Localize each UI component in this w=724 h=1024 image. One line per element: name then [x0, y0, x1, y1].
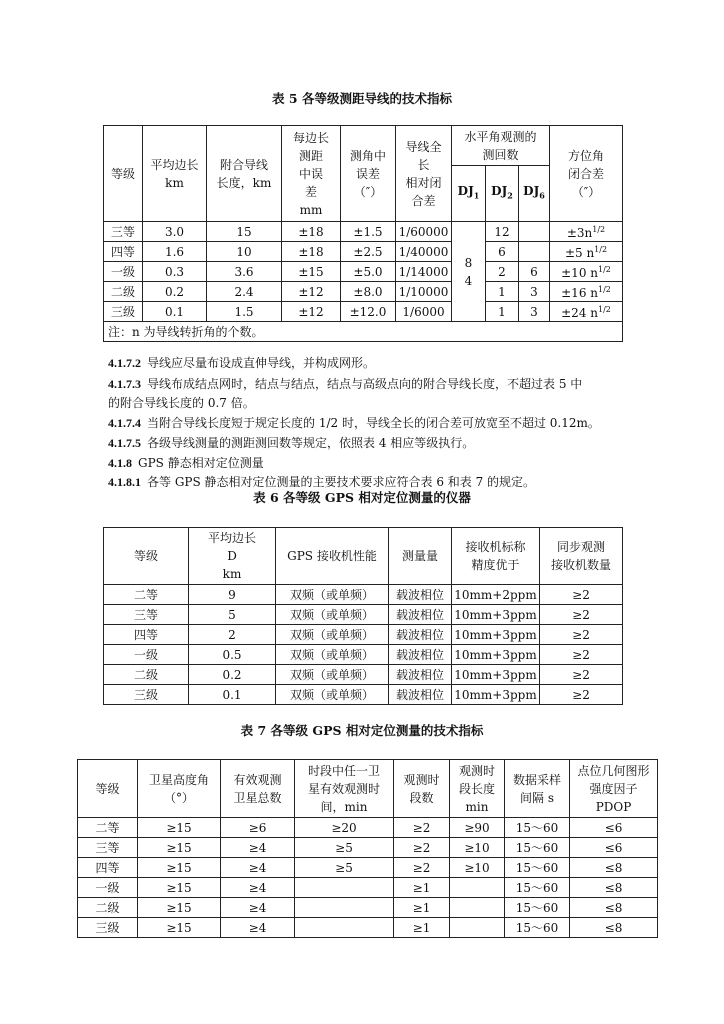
t5-note: 注：n 为导线转折角的个数。	[104, 322, 623, 342]
t5-header-attach-length: 附合导线 长度，km	[207, 126, 282, 222]
table5	[103, 125, 623, 342]
t5-cell-ranging-error: ±12	[282, 302, 341, 322]
clause-line	[108, 474, 535, 490]
t7-cell-period-satellite-time	[295, 918, 394, 938]
t6-cell-avg-side: 0.2	[189, 665, 276, 685]
table-row	[78, 858, 658, 878]
t5-cell-avg-side: 3.0	[143, 222, 207, 242]
table-row	[104, 302, 623, 322]
t7-cell-period-length: ≥10	[450, 858, 505, 878]
t7-header-elevation: 卫星高度角 （°）	[138, 760, 221, 818]
t5-header-dj2: $DJ_2$	[486, 166, 519, 222]
t7-cell-elevation: ≥15	[138, 858, 221, 878]
t5-cell-avg-side: 0.1	[143, 302, 207, 322]
table6	[103, 527, 623, 705]
t5-header-grade: 等级	[104, 126, 143, 222]
t6-cell-grade: 一级	[104, 645, 189, 665]
t5-cell-closure: 1/14000	[396, 262, 452, 282]
t6-cell-grade: 二等	[104, 585, 189, 605]
t7-cell-satellites: ≥4	[221, 838, 295, 858]
clause-text: 各级导线测量的测距测回数等规定，依照表 4 相应等级执行。	[147, 436, 475, 450]
t7-cell-grade: 四等	[78, 858, 138, 878]
t7-cell-period-satellite-time: ≥5	[295, 838, 394, 858]
t7-cell-period-length	[450, 918, 505, 938]
t5-cell-ranging-error: ±15	[282, 262, 341, 282]
table-row	[78, 898, 658, 918]
table-row	[78, 918, 658, 938]
clause-number: 4.1.7.2	[108, 356, 141, 370]
t7-cell-grade: 三级	[78, 918, 138, 938]
table7-caption: 表 7 各等级 GPS 相对定位测量的技术指标	[240, 723, 484, 738]
t7-cell-period-length: ≥10	[450, 838, 505, 858]
t7-header-grade: 等级	[78, 760, 138, 818]
t7-cell-sampling-interval: 15～60	[505, 818, 570, 838]
t7-header-period-length: 观测时 段长度 min	[450, 760, 505, 818]
t6-cell-grade: 四等	[104, 625, 189, 645]
table-row	[78, 838, 658, 858]
t5-cell-closure: 1/60000	[396, 222, 452, 242]
t7-cell-period-satellite-time	[295, 878, 394, 898]
table-row	[104, 262, 623, 282]
t6-cell-grade: 二级	[104, 665, 189, 685]
t6-cell-accuracy: 10mm+3ppm	[452, 665, 540, 685]
t5-cell-dj6: 3	[519, 302, 550, 322]
t5-cell-angle-error: ±12.0	[341, 302, 396, 322]
table5-caption: 表 5 各等级测距导线的技术指标	[272, 91, 452, 106]
t5-cell-closure: 1/40000	[396, 242, 452, 262]
t7-header-period-satellite-time: 时段中任一卫 星有效观测时 间，min	[295, 760, 394, 818]
t7-cell-period-length: ≥90	[450, 818, 505, 838]
t7-cell-grade: 二等	[78, 818, 138, 838]
t6-cell-sync-receivers: ≥2	[540, 665, 623, 685]
t5-header-ranging-error: 每边长 测距 中误 差 mm	[282, 126, 341, 222]
t5-cell-angle-error: ±5.0	[341, 262, 396, 282]
t5-cell-azimuth: ±5 $n^{1/2}$	[550, 242, 623, 262]
t5-cell-azimuth: ±10 $n^{1/2}$	[550, 262, 623, 282]
table-row	[104, 625, 623, 645]
t5-header-horizontal-angle: 水平角观测的 测回数	[452, 126, 550, 166]
t5-cell-grade: 一级	[104, 262, 143, 282]
table-row	[78, 818, 658, 838]
t7-cell-elevation: ≥15	[138, 898, 221, 918]
t5-cell-grade: 三级	[104, 302, 143, 322]
t7-cell-pdop: ≤8	[570, 898, 658, 918]
t7-cell-satellites: ≥4	[221, 878, 295, 898]
t5-cell-closure: 1/10000	[396, 282, 452, 302]
clause-line	[108, 355, 375, 371]
t5-cell-dj2: 2	[486, 262, 519, 282]
t6-cell-sync-receivers: ≥2	[540, 645, 623, 665]
t5-cell-dj2: 6	[486, 242, 519, 262]
clause-text: GPS 静态相对定位测量	[138, 456, 264, 470]
t7-cell-sampling-interval: 15～60	[505, 878, 570, 898]
t5-cell-ranging-error: ±12	[282, 282, 341, 302]
table-row	[104, 585, 623, 605]
t7-cell-pdop: ≤8	[570, 858, 658, 878]
t5-header-dj1: $DJ_1$	[452, 166, 486, 222]
t5-cell-ranging-error: ±18	[282, 242, 341, 262]
t7-cell-period-satellite-time	[295, 898, 394, 918]
t7-cell-satellites: ≥4	[221, 898, 295, 918]
clause-line	[108, 435, 474, 451]
t6-cell-accuracy: 10mm+3ppm	[452, 625, 540, 645]
t5-cell-grade: 四等	[104, 242, 143, 262]
t5-dj1-value: 4	[464, 273, 473, 288]
t6-cell-sync-receivers: ≥2	[540, 605, 623, 625]
t6-cell-grade: 三级	[104, 685, 189, 705]
t5-cell-angle-error: ±8.0	[341, 282, 396, 302]
t7-cell-periods: ≥2	[394, 858, 450, 878]
t5-cell-avg-side: 0.2	[143, 282, 207, 302]
t7-header-pdop: 点位几何图形 强度因子 PDOP	[570, 760, 658, 818]
t7-header-periods: 观测时 段数	[394, 760, 450, 818]
table-row	[104, 282, 623, 302]
t6-cell-avg-side: 2	[189, 625, 276, 645]
t5-header-angle-error: 测角中 误差 （″）	[341, 126, 396, 222]
table-row	[78, 878, 658, 898]
clause-text: 的附合导线长度的 0.7 倍。	[108, 396, 255, 410]
t5-header-avg-side: 平均边长 km	[143, 126, 207, 222]
t5-header-closure: 导线全 长 相对闭 合差	[396, 126, 452, 222]
t7-header-sampling-interval: 数据采样 间隔 s	[505, 760, 570, 818]
t5-cell-dj6	[519, 222, 550, 242]
t7-cell-period-satellite-time: ≥5	[295, 858, 394, 878]
clause-line	[108, 415, 600, 431]
clause-number: 4.1.7.5	[108, 436, 141, 450]
clause-number: 4.1.7.4	[108, 416, 141, 430]
t7-cell-sampling-interval: 15～60	[505, 918, 570, 938]
t5-cell-dj6	[519, 242, 550, 262]
clause-number: 4.1.8	[108, 456, 132, 470]
t6-cell-avg-side: 9	[189, 585, 276, 605]
t7-cell-pdop: ≤8	[570, 878, 658, 898]
t7-cell-elevation: ≥15	[138, 878, 221, 898]
t7-cell-grade: 一级	[78, 878, 138, 898]
t5-cell-ranging-error: ±18	[282, 222, 341, 242]
table6-caption: 表 6 各等级 GPS 相对定位测量的仪器	[253, 490, 471, 505]
t6-cell-avg-side: 5	[189, 605, 276, 625]
t6-cell-measure: 载波相位	[389, 645, 452, 665]
t5-cell-dj1-merged	[452, 222, 486, 322]
t6-cell-measure: 载波相位	[389, 685, 452, 705]
t7-cell-elevation: ≥15	[138, 918, 221, 938]
t5-cell-avg-side: 0.3	[143, 262, 207, 282]
t7-cell-periods: ≥2	[394, 818, 450, 838]
t5-cell-dj6: 6	[519, 262, 550, 282]
t7-cell-sampling-interval: 15～60	[505, 858, 570, 878]
t7-header-satellites: 有效观测 卫星总数	[221, 760, 295, 818]
t6-cell-measure: 载波相位	[389, 605, 452, 625]
t6-header-sync-receivers: 同步观测 接收机数量	[540, 528, 623, 585]
t6-header-grade: 等级	[104, 528, 189, 585]
t5-cell-dj2: 12	[486, 222, 519, 242]
t7-cell-periods: ≥2	[394, 838, 450, 858]
t7-cell-period-satellite-time: ≥20	[295, 818, 394, 838]
t5-cell-attach-length: 15	[207, 222, 282, 242]
t7-cell-elevation: ≥15	[138, 818, 221, 838]
t7-cell-satellites: ≥4	[221, 858, 295, 878]
t6-cell-sync-receivers: ≥2	[540, 625, 623, 645]
clause-text: 各等 GPS 静态相对定位测量的主要技术要求应符合表 6 和表 7 的规定。	[147, 475, 536, 489]
clause-line	[108, 395, 255, 411]
t5-cell-azimuth: ±16 $n^{1/2}$	[550, 282, 623, 302]
t7-cell-elevation: ≥15	[138, 838, 221, 858]
t7-cell-pdop: ≤6	[570, 838, 658, 858]
clause-text: 当附合导线长度短于规定长度的 1/2 时，导线全长的闭合差可放宽至不超过 0.12m。	[147, 416, 600, 430]
t6-cell-sync-receivers: ≥2	[540, 685, 623, 705]
t5-cell-azimuth: $\pm 3n^{1/2}$	[550, 222, 623, 242]
clause-number: 4.1.8.1	[108, 475, 141, 489]
t5-cell-angle-error: ±2.5	[341, 242, 396, 262]
t5-cell-angle-error: ±1.5	[341, 222, 396, 242]
t6-cell-gps-performance: 双频（或单频）	[276, 585, 389, 605]
t7-cell-grade: 三等	[78, 838, 138, 858]
t6-cell-accuracy: 10mm+3ppm	[452, 605, 540, 625]
t6-cell-avg-side: 0.5	[189, 645, 276, 665]
table-row	[104, 645, 623, 665]
t5-dj1-value: 8	[464, 255, 473, 270]
clause-text: 导线布成结点网时，结点与结点，结点与高级点向的附合导线长度，不超过表 5 中	[147, 377, 583, 391]
t5-cell-attach-length: 1.5	[207, 302, 282, 322]
t6-cell-gps-performance: 双频（或单频）	[276, 625, 389, 645]
table7	[77, 759, 658, 938]
t6-cell-measure: 载波相位	[389, 665, 452, 685]
table-row	[104, 222, 623, 242]
t5-header-azimuth: 方位角 闭合差 （″）	[550, 126, 623, 222]
t5-cell-grade: 三等	[104, 222, 143, 242]
t5-cell-closure: 1/6000	[396, 302, 452, 322]
t5-cell-dj2: 1	[486, 282, 519, 302]
clause-text: 导线应尽量布设成直伸导线，并构成网形。	[147, 356, 376, 370]
t5-header-dj6: $DJ_6$	[519, 166, 550, 222]
t6-cell-sync-receivers: ≥2	[540, 585, 623, 605]
t5-cell-attach-length: 3.6	[207, 262, 282, 282]
t7-cell-sampling-interval: 15～60	[505, 898, 570, 918]
t5-cell-azimuth: ±24 $n^{1/2}$	[550, 302, 623, 322]
t6-cell-gps-performance: 双频（或单频）	[276, 665, 389, 685]
t6-cell-measure: 载波相位	[389, 585, 452, 605]
clause-number: 4.1.7.3	[108, 377, 141, 391]
table-row	[104, 685, 623, 705]
t6-cell-avg-side: 0.1	[189, 685, 276, 705]
t6-cell-accuracy: 10mm+3ppm	[452, 685, 540, 705]
table-row	[104, 605, 623, 625]
table-row	[104, 242, 623, 262]
t7-cell-pdop: ≤8	[570, 918, 658, 938]
t6-cell-gps-performance: 双频（或单频）	[276, 605, 389, 625]
t7-cell-periods: ≥1	[394, 918, 450, 938]
t6-header-measure: 测量量	[389, 528, 452, 585]
t5-cell-dj2: 1	[486, 302, 519, 322]
t6-header-accuracy: 接收机标称 精度优于	[452, 528, 540, 585]
t7-cell-period-length	[450, 878, 505, 898]
t7-cell-satellites: ≥4	[221, 918, 295, 938]
t7-cell-satellites: ≥6	[221, 818, 295, 838]
t5-cell-grade: 二级	[104, 282, 143, 302]
t5-cell-attach-length: 2.4	[207, 282, 282, 302]
t5-cell-avg-side: 1.6	[143, 242, 207, 262]
t7-cell-pdop: ≤6	[570, 818, 658, 838]
t6-cell-accuracy: 10mm+3ppm	[452, 645, 540, 665]
table-row	[104, 665, 623, 685]
t6-cell-accuracy: 10mm+2ppm	[452, 585, 540, 605]
clause-line	[108, 376, 582, 392]
t7-cell-periods: ≥1	[394, 878, 450, 898]
t7-cell-grade: 二级	[78, 898, 138, 918]
t6-header-avg-side: 平均边长 D km	[189, 528, 276, 585]
t5-cell-dj6: 3	[519, 282, 550, 302]
t7-cell-period-length	[450, 898, 505, 918]
t6-cell-gps-performance: 双频（或单频）	[276, 685, 389, 705]
clause-line	[108, 455, 264, 471]
t6-cell-gps-performance: 双频（或单频）	[276, 645, 389, 665]
t5-cell-attach-length: 10	[207, 242, 282, 262]
t6-cell-grade: 三等	[104, 605, 189, 625]
t7-cell-sampling-interval: 15～60	[505, 838, 570, 858]
t6-cell-measure: 载波相位	[389, 625, 452, 645]
t6-header-gps-performance: GPS 接收机性能	[276, 528, 389, 585]
t7-cell-periods: ≥1	[394, 898, 450, 918]
